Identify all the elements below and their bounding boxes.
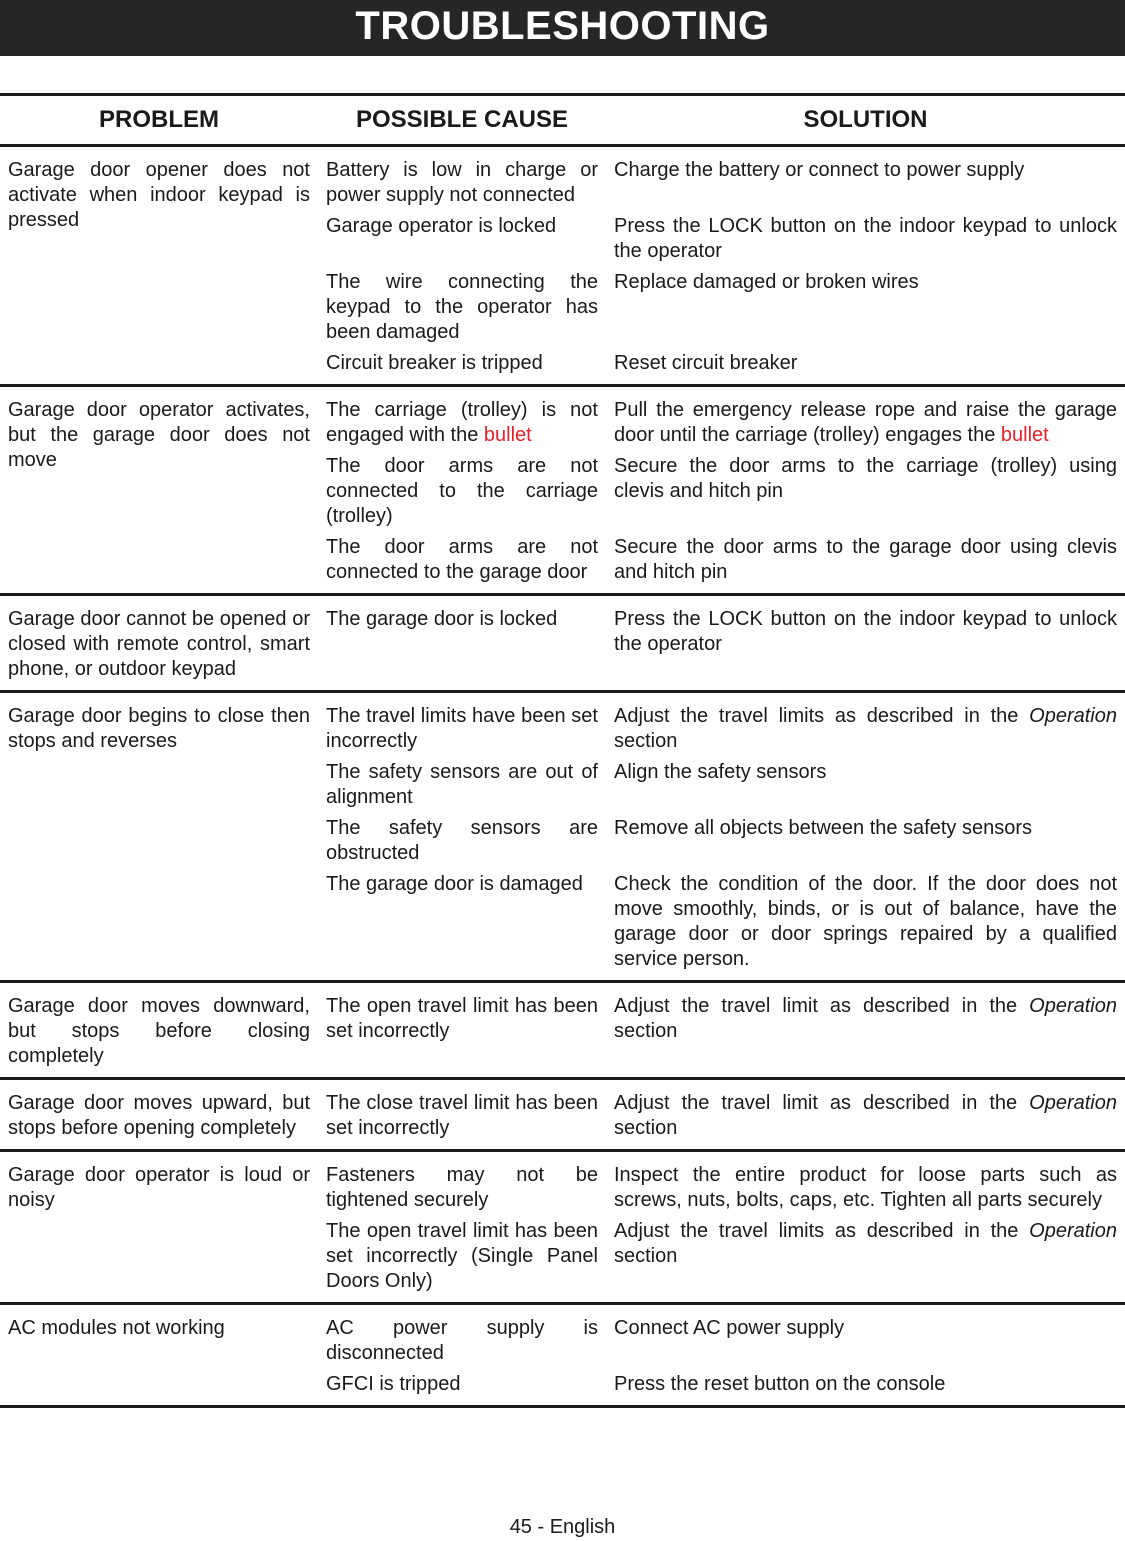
table-row	[0, 693, 1125, 983]
solution-cell: Replace damaged or broken wires	[614, 271, 919, 293]
cause-text: The carriage (trolley) is not engaged with the	[326, 399, 598, 446]
page-number: 45 - English	[509, 1516, 616, 1538]
table-row	[0, 1305, 1125, 1408]
problem-cell: Garage door begins to close then stops and reverses	[8, 705, 310, 752]
solution-cell: Charge the battery or connect to power supply	[614, 159, 1025, 181]
table-row	[0, 1080, 1125, 1152]
solution-cell	[606, 398, 1125, 448]
cause-cell: The wire connecting the keypad to the operator has been damaged	[326, 271, 598, 343]
solution-cell: Press the LOCK button on the indoor keypad to unlock the operator	[614, 215, 1117, 262]
cause-cell	[318, 398, 606, 448]
header-possible-cause: POSSIBLE CAUSE	[355, 106, 569, 133]
header-solution: SOLUTION	[803, 106, 928, 133]
solution-cell: Reset circuit breaker	[614, 352, 798, 374]
cause-cell: The safety sensors are out of alignment	[326, 761, 598, 808]
table-row	[0, 1152, 1125, 1305]
problem-cell: AC modules not working	[8, 1317, 225, 1339]
solution-cell: Press the LOCK button on the indoor keypad to unlock the operator	[614, 608, 1117, 655]
solution-cell	[606, 1091, 1125, 1141]
problem-cell: Garage door opener does not activate when indoor keypad is pressed	[8, 159, 310, 231]
cause-cell: The close travel limit has been set incorrectly	[326, 1092, 598, 1139]
problem-cell: Garage door cannot be opened or closed with remote control, smart phone, or outdoor keypad	[8, 608, 310, 680]
cause-cell: The door arms are not connected to the carriage (trolley)	[326, 455, 598, 527]
solution-text: Pull the emergency release rope and raise the garage door until the carriage (trolley) engages the	[614, 399, 1117, 446]
cause-cell: AC power supply is disconnected	[326, 1317, 598, 1364]
cause-cell: The travel limits have been set incorrectly	[326, 705, 598, 752]
solution-cell: Inspect the entire product for loose parts such as screws, nuts, bolts, caps, etc. Tighten all parts securely	[614, 1164, 1117, 1211]
operation-reference: Operation	[1029, 705, 1117, 727]
table-row	[0, 596, 1125, 693]
table-row	[0, 983, 1125, 1080]
operation-reference: Operation	[1029, 1092, 1117, 1114]
solution-text: Adjust the travel limit as described in the	[614, 995, 1018, 1017]
cause-cell: GFCI is tripped	[326, 1373, 461, 1395]
troubleshooting-table	[0, 93, 1125, 1408]
solution-cell	[606, 704, 1125, 754]
solution-text: Adjust the travel limits as described in the	[614, 705, 1019, 727]
bullet-highlight: bullet	[483, 424, 532, 446]
problem-cell: Garage door moves upward, but stops before opening completely	[8, 1092, 310, 1139]
cause-cell: The safety sensors are obstructed	[326, 817, 598, 864]
operation-reference: Operation	[1029, 995, 1117, 1017]
solution-cell: Align the safety sensors	[614, 761, 827, 783]
solution-text: Adjust the travel limit as described in the	[614, 1092, 1018, 1114]
solution-text-end: section	[614, 1245, 678, 1267]
table-row	[0, 147, 1125, 387]
page-title: TROUBLESHOOTING	[0, 0, 1125, 56]
solution-text-end: section	[614, 730, 678, 752]
table-row	[0, 387, 1125, 596]
bullet-highlight: bullet	[1000, 424, 1049, 446]
cause-cell: The garage door is damaged	[326, 873, 583, 895]
solution-cell: Press the reset button on the console	[614, 1373, 946, 1395]
cause-cell: Fasteners may not be tightened securely	[326, 1164, 598, 1211]
cause-cell: The open travel limit has been set incorrectly (Single Panel Doors Only)	[326, 1220, 598, 1292]
problem-cell: Garage door operator is loud or noisy	[8, 1164, 310, 1211]
solution-text-end: section	[614, 1020, 678, 1042]
solution-cell: Secure the door arms to the garage door using clevis and hitch pin	[614, 536, 1117, 583]
solution-cell	[606, 994, 1125, 1044]
cause-cell: The garage door is locked	[326, 608, 558, 630]
cause-cell: Battery is low in charge or power supply not connected	[326, 159, 598, 206]
solution-text-end: section	[614, 1117, 678, 1139]
cause-cell: Garage operator is locked	[326, 215, 557, 237]
solution-cell: Connect AC power supply	[614, 1317, 845, 1339]
cause-cell: The door arms are not connected to the garage door	[326, 536, 598, 583]
header-problem: PROBLEM	[99, 106, 219, 133]
solution-cell: Remove all objects between the safety sensors	[614, 817, 1032, 839]
problem-cell: Garage door moves downward, but stops before closing completely	[8, 995, 310, 1067]
operation-reference: Operation	[1029, 1220, 1117, 1242]
solution-cell: Check the condition of the door. If the door does not move smoothly, binds, or is out of balance, have the garage door or door springs repaired by a qualified service person.	[614, 873, 1117, 970]
cause-cell: The open travel limit has been set incorrectly	[326, 995, 598, 1042]
solution-cell: Secure the door arms to the carriage (trolley) using clevis and hitch pin	[614, 455, 1117, 502]
cause-cell: Circuit breaker is tripped	[326, 352, 543, 374]
solution-cell	[606, 1219, 1125, 1294]
problem-cell: Garage door operator activates, but the garage door does not move	[8, 399, 310, 471]
table-header	[0, 96, 1125, 147]
solution-text: Adjust the travel limits as described in the	[614, 1220, 1019, 1242]
